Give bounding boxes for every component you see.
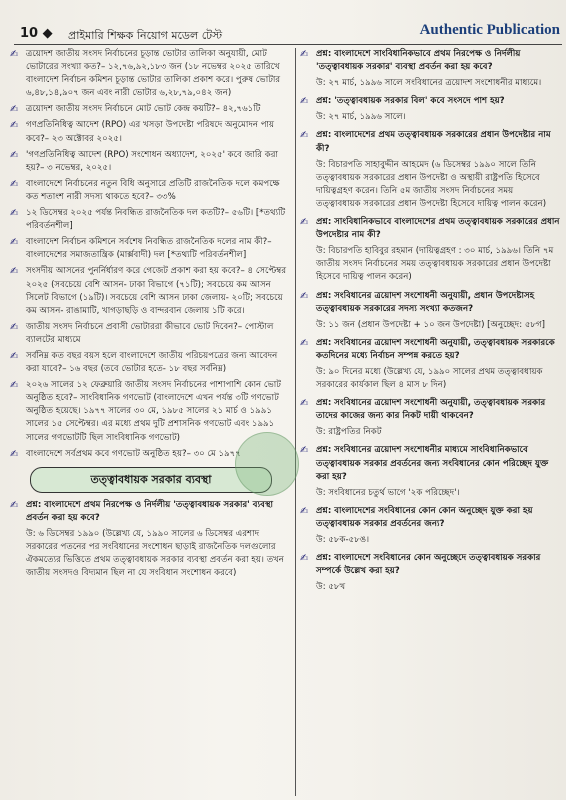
question-item	[300, 290, 560, 316]
right-column	[300, 48, 560, 599]
bullet-item	[10, 207, 288, 233]
pen-icon: ✍	[10, 448, 19, 460]
item-text: প্রশ্ন: 'তত্ত্বাবধায়ক সরকার বিল' কবে সংসদে পাশ হয়?	[316, 96, 505, 107]
question-item	[300, 505, 560, 531]
watermark-stamp	[235, 432, 299, 496]
pen-icon: ✍	[300, 505, 309, 517]
answer-text: উ: ২৭ মার্চ, ১৯৯৬ সালে সংবিধানের ত্রয়োদশ সংশোধনীর মাধ্যমে।	[316, 78, 542, 89]
pen-icon: ✍	[10, 120, 19, 132]
bullet-item	[10, 48, 288, 100]
answer-text: উ: ১১ জন (প্রধান উপদেষ্টা + ১০ জন উপদেষ্টা) [অনুচ্ছেদ: ৫৮গ]	[316, 319, 545, 330]
pen-icon: ✍	[300, 553, 309, 565]
header-title: প্রাইমারি শিক্ষক নিয়োগ মডেল টেস্ট	[68, 29, 223, 42]
answer-text: উ: রাষ্ট্রপতির নিকট	[316, 427, 382, 438]
section-title: তত্ত্বাবধায়ক সরকার ব্যবস্থা	[90, 472, 212, 486]
item-text: প্রশ্ন: বাংলাদেশে প্রথম নিরপেক্ষ ও নির্দলীয় 'তত্ত্বাবধায়ক সরকার' ব্যবস্থা প্রবর্তন করা হয় কবে?	[26, 499, 274, 523]
item-text: ২০২৬ সালের ১২ ফেব্রুয়ারি জাতীয় সংসদ নির্বাচনের পাশাপাশি কোন ভোট অনুষ্ঠিত হবে?– সাংবিধানিক গণভোট (বাংলাদেশে এখন পর্যন্ত ৩টি গণভোট অনুষ্ঠিত হয়েছে। ১৯৭৭ সালের ৩০ মে, ১৯৮৫ সালের ২১ মার্চ ও ১৯৯১ সালের ১৫ সেপ্টেম্বর। এর মধ্যে প্রথম দুটি প্রশাসনিক গণভোট এবং ১৯৯১ সালের গণভোটটি ছিল সাংবিধানিক গণভোট)	[26, 380, 281, 443]
item-text: বাংলাদেশ নির্বাচন কমিশনে সর্বশেষ নিবন্ধিত রাজনৈতিক দলের নাম কী?– বাংলাদেশের সমাজতান্ত্রিক (মার্ক্সবাদী) দল [*তথ্যটি পরিবর্তনশীল]	[26, 237, 272, 261]
item-text: প্রশ্ন: সংবিধানের ত্রয়োদশ সংশোধনীর মাধ্যমে সাংবিধানিকভাবে তত্ত্বাবধায়ক সরকার প্রবর্তনের জন্য সংবিধানের কোন পরিচ্ছেদ যুক্ত করা হয়?	[316, 445, 549, 482]
bullet-item	[10, 178, 288, 204]
question-item	[300, 444, 560, 483]
answer-text: উ: বিচারপতি হাবিবুর রহমান (দায়িত্বগ্রহণ : ৩০ মার্চ, ১৯৯৬। তিনি ৭ম জাতীয় সংসদ নির্বাচনের সময় তত্ত্বাবধায়ক সরকারের প্রধান উপদেষ্টা হিসেবে দায়িত্ব পালন করেন)	[316, 246, 554, 283]
bullet-item	[10, 265, 288, 317]
pen-icon: ✍	[10, 350, 19, 362]
pen-icon: ✍	[10, 237, 19, 249]
item-text: ১২ ডিসেম্বর ২০২৫ পর্যন্ত নিবন্ধিত রাজনৈতিক দল কতটি?– ৫৬টি। [*তথ্যটি পরিবর্তনশীল]	[26, 208, 286, 232]
pen-icon: ✍	[10, 208, 19, 220]
pen-icon: ✍	[300, 290, 309, 302]
bullet-item	[10, 236, 288, 262]
answer-text: উ: ২৭ মার্চ, ১৯৯৬ সালে।	[316, 112, 406, 123]
item-text: জাতীয় সংসদ নির্বাচনে প্রবাসী ভোটাররা কীভাবে ভোট দিবেন?– পোস্টাল ব্যালটের মাধ্যমে	[26, 321, 274, 345]
question-item	[10, 499, 288, 525]
pen-icon: ✍	[300, 398, 309, 410]
answer-text: উ: সংবিধানের চতুর্থ ভাগে '২ক পরিচ্ছেদ'।	[316, 487, 460, 498]
question-item	[300, 95, 560, 108]
pen-icon: ✍	[300, 445, 309, 457]
item-text: প্রশ্ন: সংবিধানের ত্রয়োদশ সংশোধনী অনুযায়ী, তত্ত্বাবধায়ক সরকারকে কতদিনের মধ্যে নির্বাচন সম্পন্ন করতে হয়?	[316, 337, 555, 361]
question-item	[300, 129, 560, 155]
left-column	[10, 48, 288, 585]
answer-text: উ: ৬ ডিসেম্বর ১৯৯০ (উল্লেখ্য যে, ১৯৯০ সালের ৬ ডিসেম্বর এরশাদ সরকারের পতনের পর সংবিধানের সংশোধন ছাড়াই রাজনৈতিক দলগুলোর ঐকমত্যের ভিত্তিতে প্রথম তত্ত্বাবধায়ক সরকার ব্যবস্থা প্রবর্তন করা হয়। তখন জাতীয় সংসদও বিদ্যমান ছিল না যে সংবিধান সংশোধন করবে)	[26, 528, 284, 579]
answer-text: উ: বিচারপতি সাহাবুদ্দীন আহমেদ (৬ ডিসেম্বর ১৯৯০ সালে তিনি তত্ত্বাবধায়ক সরকারের প্রধান উপদেষ্টা ও অস্থায়ী রাষ্ট্রপতি হিসেবে দায়িত্বগ্রহণ করেন। তিনি ৫ম জাতীয় সংসদ নির্বাচনের সময় তত্ত্বাবধায়ক সরকারের প্রধান উপদেষ্টা হিসেবে দায়িত্ব পালন করেন)	[316, 159, 547, 209]
item-text: সংসদীয় আসনের পুনর্নির্ধারণ করে গেজেট প্রকাশ করা হয় কবে?– ৪ সেপ্টেম্বর ২০২৫ (সবচেয়ে বেশি আসন- ঢাকা বিভাগে (৭১টি); সবচেয়ে কম আসন সিলেট বিভাগে (১৯টি)। সবচেয়ে বেশি আসন ঢাকা জেলায়- ২০টি; সবচেয়ে কম আসন- রাঙামাটি, খাগড়াছড়ি ও বান্দরবান জেলায় ১টি করে।	[26, 266, 287, 316]
item-text: প্রশ্ন: বাংলাদেশের প্রথম তত্ত্বাবধায়ক সরকারের প্রধান উপদেষ্টার নাম কী?	[316, 130, 551, 154]
item-text: বাংলাদেশে নির্বাচনের নতুন বিধি অনুসারে প্রতিটি রাজনৈতিক দলে কমপক্ষে কত শতাংশ নারী সদস্য থাকতে হবে?– ৩৩%	[26, 178, 280, 202]
item-text: প্রশ্ন: সংবিধানের ত্রয়োদশ সংশোধনী অনুযায়ী, তত্ত্বাবধায়ক সরকার তাদের কাজের জন্য কার নিকট দায়ী থাকবেন?	[316, 398, 546, 422]
pen-icon: ✍	[10, 321, 19, 333]
item-text: 'গণপ্রতিনিধিত্ব আদেশ (RPO) সংশোধন অধ্যাদেশ, ২০২৫' কবে জারি করা হয়?– ৩ নভেম্বর, ২০২৫।	[26, 149, 278, 173]
pen-icon: ✍	[10, 49, 19, 60]
page-number: 10 ◆	[20, 26, 53, 41]
pen-icon: ✍	[300, 96, 309, 108]
pen-icon: ✍	[10, 380, 19, 392]
question-item	[300, 48, 560, 74]
answer-text: উ: ৯০ দিনের মধ্যে (উল্লেখ্য যে, ১৯৯০ সালের প্রথম তত্ত্বাবধায়ক সরকারের কার্যকাল ছিল ৪ মাস ৮ দিন)	[316, 366, 543, 391]
pen-icon: ✍	[300, 217, 309, 229]
page-header	[0, 0, 566, 46]
pen-icon: ✍	[300, 49, 309, 60]
column-divider	[295, 48, 296, 796]
pen-icon: ✍	[10, 499, 19, 511]
item-text: সর্বনিম্ন কত বছর বয়স হলে বাংলাদেশে জাতীয় পরিচয়পত্রের জন্য আবেদন করা যাবে?– ১৬ বছর (তবে ভোটার হতে- ১৮ বছর সর্বনিম্ন)	[26, 350, 278, 375]
answer-text: উ: ৫৮ক-৫৮ঙ।	[316, 535, 370, 545]
answer-text: উ: ৫৮খ	[316, 582, 346, 593]
item-text: প্রশ্ন: বাংলাদেশে সাংবিধানিকভাবে প্রথম নিরপেক্ষ ও নির্দলীয় 'তত্ত্বাবধায়ক সরকার' ব্যবস্থা প্রবর্তন করা হয় কবে?	[316, 49, 521, 73]
bullet-item	[10, 103, 288, 116]
publisher-brand: Authentic Publication	[419, 22, 560, 38]
question-item	[300, 337, 560, 363]
item-text: প্রশ্ন: সংবিধানের ত্রয়োদশ সংশোধনী অনুযায়ী, প্রধান উপদেষ্টাসহ তত্ত্বাবধায়ক সরকারের সদস্য সংখ্যা কতজন?	[316, 290, 535, 314]
header-rule	[14, 44, 562, 45]
bullet-item	[10, 379, 288, 444]
item-text: গণপ্রতিনিধিত্ব আদেশ (RPO) এর খসড়া উপদেষ্টা পরিষদে অনুমোদন পায় কবে?– ২৩ অক্টোবর ২০২৫।	[26, 120, 275, 144]
pen-icon: ✍	[300, 130, 309, 142]
pen-icon: ✍	[10, 178, 19, 190]
item-text: ত্রয়োদশ জাতীয় সংসদ নির্বাচনের চূড়ান্ত ভোটার তালিকা অনুযায়ী, মোট ভোটারের সংখ্যা কত?– ১২,৭৬,৯২,১৮৩ জন (১৮ নভেম্বর ২০২৫ তারিখে বাংলাদেশ নির্বাচন কমিশন চূড়ান্ত ভোটার তালিকা প্রকাশ করে। পুরুষ ভোটার ৬,৪৮,১৪,৯০৭ জন এবং নারী ভোটার ৬,২৮,৭৯,০৪২ জন)	[26, 49, 281, 99]
question-item	[300, 216, 560, 242]
question-item	[300, 552, 560, 578]
item-text: প্রশ্ন: বাংলাদেশে সংবিধানের কোন অনুচ্ছেদে তত্ত্বাবধায়ক সরকার সম্পর্কে উল্লেখ করা হয়?	[316, 553, 541, 577]
item-text: প্রশ্ন: বাংলাদেশের সংবিধানের কোন কোন অনুচ্ছেদ যুক্ত করা হয় তত্ত্বাবধায়ক সরকার প্রবর্তনের জন্য?	[316, 505, 533, 529]
bullet-item	[10, 119, 288, 145]
item-text: বাংলাদেশে সর্বপ্রথম কবে গণভোট অনুষ্ঠিত হয়?– ৩০ মে ১৯৭৭	[26, 448, 241, 459]
pen-icon: ✍	[10, 149, 19, 161]
bullet-item	[10, 350, 288, 376]
pen-icon: ✍	[300, 337, 309, 349]
question-item	[300, 397, 560, 423]
pen-icon: ✍	[10, 266, 19, 278]
bullet-item	[10, 321, 288, 347]
pen-icon: ✍	[10, 104, 19, 116]
item-text: ত্রয়োদশ জাতীয় সংসদ নির্বাচনে মোট ভোট কেন্দ্র কয়টি?– ৪২,৭৬১টি	[26, 104, 261, 115]
item-text: প্রশ্ন: সাংবিধানিকভাবে বাংলাদেশের প্রথম তত্ত্বাবধায়ক সরকারের প্রধান উপদেষ্টার নাম কী?	[316, 217, 560, 241]
bullet-item	[10, 149, 288, 175]
